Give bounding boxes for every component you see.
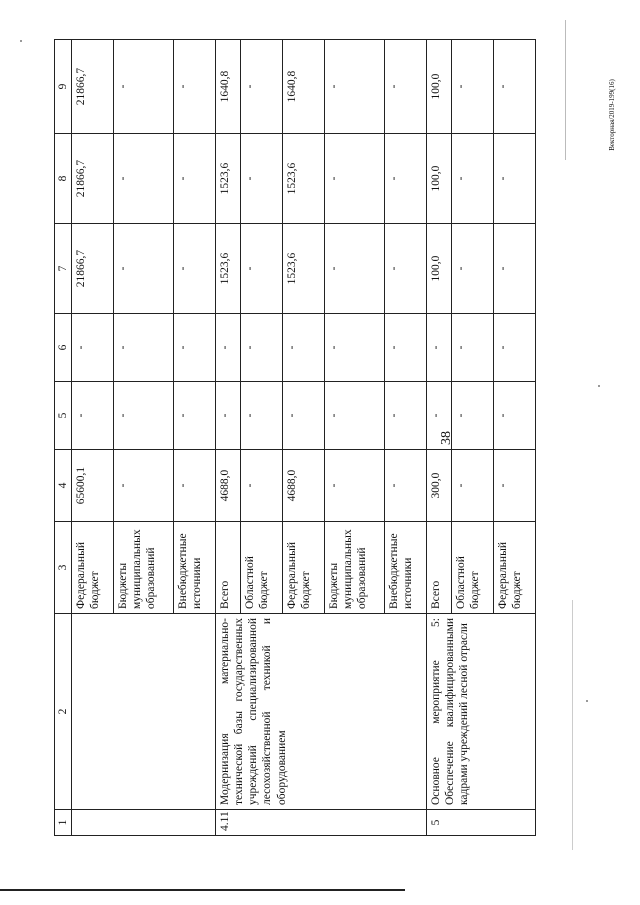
value-cell: - — [72, 382, 114, 450]
value-cell: - — [325, 450, 385, 522]
table-header-row — [55, 40, 72, 836]
value-cell: - — [385, 40, 427, 134]
value-cell: - — [493, 314, 535, 382]
value-cell: 4688,0 — [282, 450, 324, 522]
table-row — [427, 40, 451, 836]
funding-source: Бюджеты муниципальных образований — [114, 522, 174, 614]
value-cell: - — [240, 314, 282, 382]
measure-name: Основное мероприятие 5: Обеспечение квалифицированными кадрами учреждений лесной отрасли — [427, 614, 536, 810]
value-cell: 65600,1 — [72, 450, 114, 522]
table-row — [216, 40, 240, 836]
value-cell: 21866,7 — [72, 40, 114, 134]
value-cell: 1523,6 — [216, 134, 240, 224]
value-cell: - — [114, 134, 174, 224]
value-cell: - — [282, 382, 324, 450]
scan-speck — [20, 40, 22, 42]
value-cell: - — [240, 40, 282, 134]
value-cell: 21866,7 — [72, 134, 114, 224]
value-cell: 1523,6 — [216, 224, 240, 314]
header-cell: 1 — [55, 810, 72, 836]
row-number: 4.11 — [216, 810, 427, 836]
value-cell: - — [451, 450, 493, 522]
value-cell: - — [451, 224, 493, 314]
value-cell: 300,0 — [427, 450, 451, 522]
value-cell: - — [493, 450, 535, 522]
measure-name: Модернизация материально-технической базы государственных учреждений специализированной лесохозяйственной техникой и оборудованием — [216, 614, 427, 810]
value-cell: - — [493, 134, 535, 224]
margin-line — [565, 20, 566, 160]
value-cell: - — [325, 314, 385, 382]
value-cell: - — [72, 314, 114, 382]
value-cell: - — [451, 40, 493, 134]
value-cell: 100,0 — [427, 40, 451, 134]
budget-table — [54, 39, 536, 836]
value-cell: 1523,6 — [282, 134, 324, 224]
funding-source: Федеральный бюджет — [282, 522, 324, 614]
rotated-table-container — [54, 40, 536, 836]
value-cell: - — [114, 40, 174, 134]
value-cell: - — [427, 382, 451, 450]
value-cell: - — [114, 450, 174, 522]
row-number: 5 — [427, 810, 536, 836]
value-cell: - — [325, 134, 385, 224]
value-cell: - — [325, 382, 385, 450]
value-cell: - — [240, 134, 282, 224]
value-cell: - — [114, 314, 174, 382]
value-cell: - — [451, 314, 493, 382]
header-cell: 6 — [55, 314, 72, 382]
funding-source: Всего — [427, 522, 451, 614]
value-cell: 4688,0 — [216, 450, 240, 522]
value-cell: - — [240, 450, 282, 522]
document-id: Векторная/2019-199(16) — [608, 79, 616, 151]
value-cell: - — [385, 134, 427, 224]
value-cell: - — [493, 382, 535, 450]
value-cell: - — [174, 40, 216, 134]
header-cell: 4 — [55, 450, 72, 522]
value-cell: 100,0 — [427, 224, 451, 314]
value-cell: 1523,6 — [282, 224, 324, 314]
scan-speck — [598, 385, 600, 387]
value-cell: - — [174, 224, 216, 314]
value-cell: - — [385, 450, 427, 522]
value-cell: - — [493, 224, 535, 314]
bottom-rule — [0, 889, 405, 891]
value-cell: - — [216, 382, 240, 450]
value-cell: - — [240, 382, 282, 450]
value-cell: - — [114, 224, 174, 314]
value-cell: - — [174, 450, 216, 522]
value-cell: - — [216, 314, 240, 382]
header-cell: 8 — [55, 134, 72, 224]
header-cell: 2 — [55, 614, 72, 810]
measure-name — [72, 614, 216, 810]
value-cell: - — [174, 382, 216, 450]
row-number — [72, 810, 216, 836]
value-cell: - — [493, 40, 535, 134]
page-number: 38 — [439, 431, 454, 445]
funding-source: Внебюджетные источники — [174, 522, 216, 614]
funding-source: Федеральный бюджет — [72, 522, 114, 614]
funding-source: Областной бюджет — [240, 522, 282, 614]
header-cell: 5 — [55, 382, 72, 450]
funding-source: Всего — [216, 522, 240, 614]
funding-source: Федеральный бюджет — [493, 522, 535, 614]
margin-line — [572, 600, 573, 850]
value-cell: - — [451, 382, 493, 450]
value-cell: - — [325, 40, 385, 134]
header-cell: 3 — [55, 522, 72, 614]
funding-source: Бюджеты муниципальных образований — [325, 522, 385, 614]
table-row — [72, 40, 114, 836]
header-cell: 9 — [55, 40, 72, 134]
value-cell: 1640,8 — [216, 40, 240, 134]
value-cell: - — [174, 314, 216, 382]
value-cell: - — [114, 382, 174, 450]
funding-source: Внебюджетные источники — [385, 522, 427, 614]
header-cell: 7 — [55, 224, 72, 314]
value-cell: - — [385, 314, 427, 382]
value-cell: - — [385, 224, 427, 314]
value-cell: - — [427, 314, 451, 382]
value-cell: - — [282, 314, 324, 382]
value-cell: - — [385, 382, 427, 450]
funding-source: Областной бюджет — [451, 522, 493, 614]
value-cell: - — [325, 224, 385, 314]
value-cell: - — [240, 224, 282, 314]
value-cell: 1640,8 — [282, 40, 324, 134]
value-cell: 100,0 — [427, 134, 451, 224]
scan-speck — [586, 700, 588, 702]
value-cell: - — [174, 134, 216, 224]
value-cell: - — [451, 134, 493, 224]
value-cell: 21866,7 — [72, 224, 114, 314]
